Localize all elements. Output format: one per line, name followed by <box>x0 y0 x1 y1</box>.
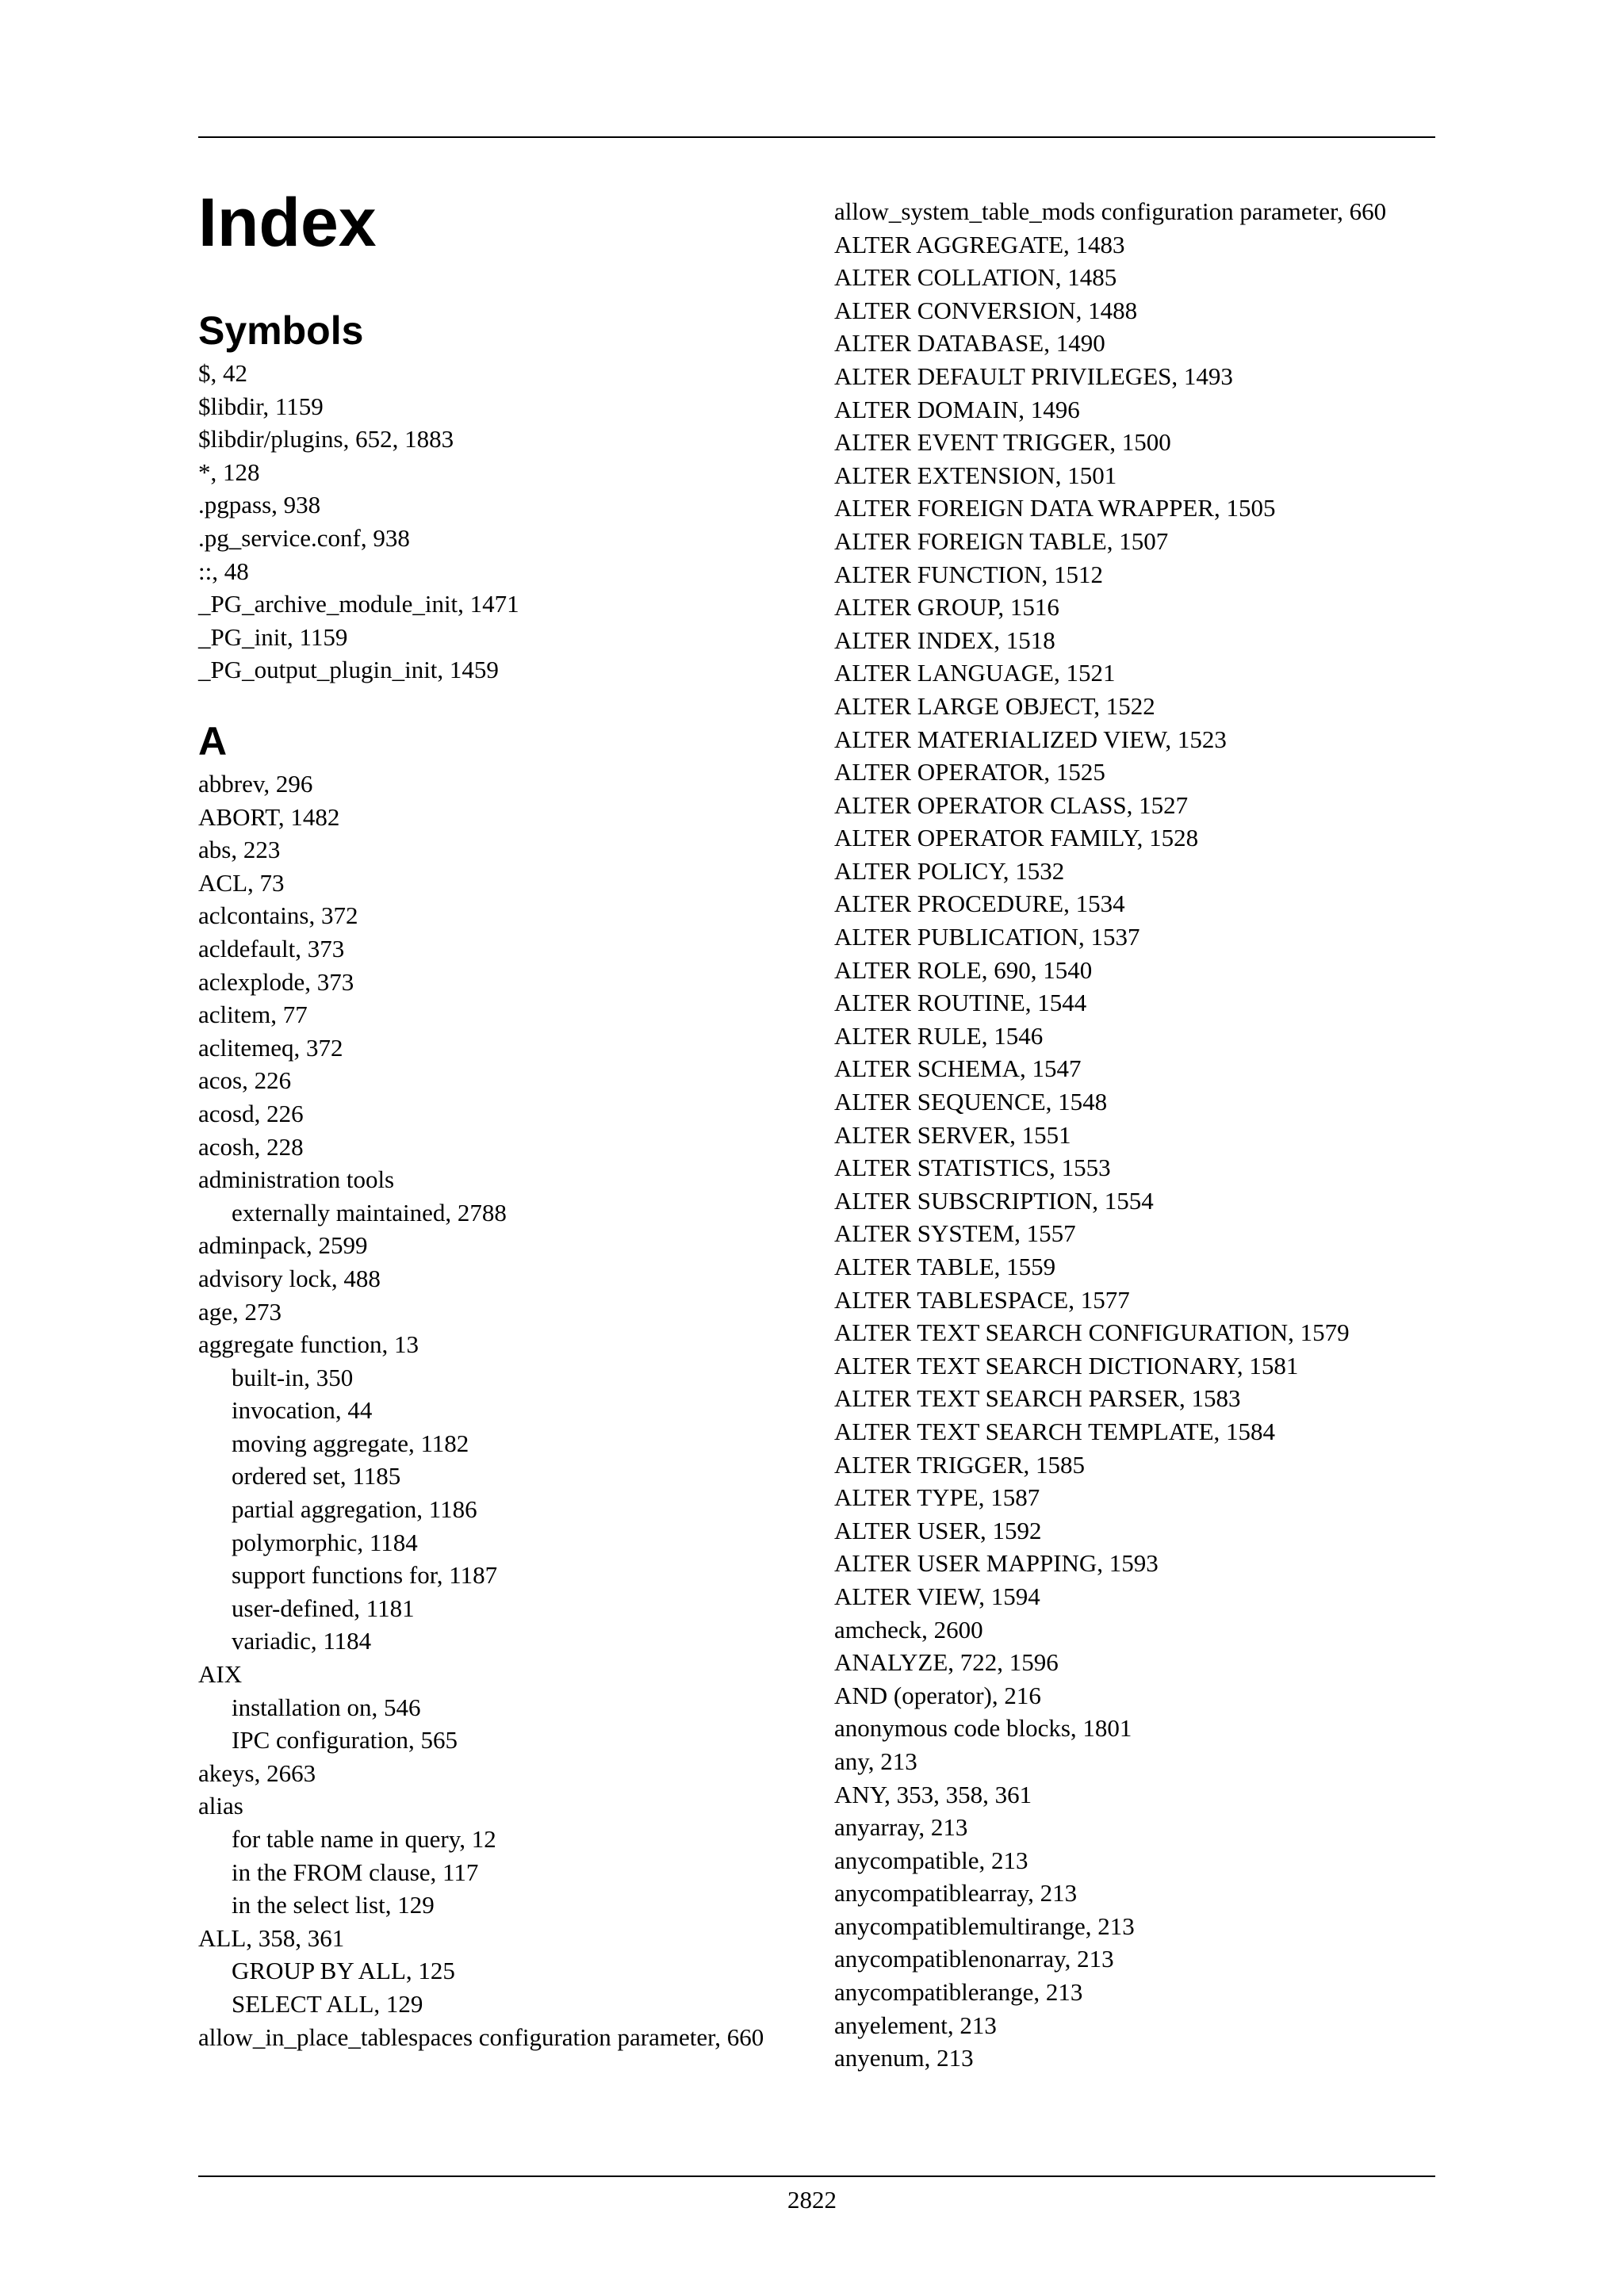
index-subentry: externally maintained, 2788 <box>232 1198 507 1226</box>
index-entry: abs, 223 <box>198 836 281 864</box>
index-entry: ALTER SYSTEM, 1557 <box>834 1219 1076 1248</box>
index-entry: anycompatiblearray, 213 <box>834 1879 1078 1908</box>
index-subentry: moving aggregate, 1182 <box>232 1429 469 1457</box>
index-entry: ALTER FOREIGN DATA WRAPPER, 1505 <box>834 494 1276 522</box>
index-subentry: GROUP BY ALL, 125 <box>232 1957 455 1985</box>
index-subentry: variadic, 1184 <box>232 1627 372 1655</box>
index-entry: ALTER TEXT SEARCH TEMPLATE, 1584 <box>834 1417 1276 1445</box>
index-entry: ::, 48 <box>198 557 249 585</box>
index-entry: ALTER TEXT SEARCH DICTIONARY, 1581 <box>834 1351 1299 1380</box>
index-entry: _PG_init, 1159 <box>198 622 348 651</box>
index-subentry: for table name in query, 12 <box>232 1825 496 1853</box>
index-entry: acosd, 226 <box>198 1099 304 1127</box>
index-entry: anyelement, 213 <box>834 2011 997 2039</box>
index-entry: anycompatible, 213 <box>834 1846 1028 1874</box>
index-entry: acldefault, 373 <box>198 934 345 962</box>
index-entry: ALTER ROUTINE, 1544 <box>834 989 1087 1017</box>
index-entry: allow_in_place_tablespaces configuration parameter, 660 <box>198 2022 764 2051</box>
index-entry: .pg_service.conf, 938 <box>198 523 410 552</box>
index-entry: ALTER TEXT SEARCH CONFIGURATION, 1579 <box>834 1318 1350 1347</box>
index-entry: ALTER OPERATOR, 1525 <box>834 758 1105 786</box>
index-entry: anycompatiblemultirange, 213 <box>834 1911 1135 1940</box>
index-entry: ALTER OPERATOR FAMILY, 1528 <box>834 824 1199 852</box>
index-entry: ALTER PROCEDURE, 1534 <box>834 890 1125 918</box>
index-entry: ALTER SUBSCRIPTION, 1554 <box>834 1186 1154 1215</box>
footer-rule <box>198 2175 1435 2177</box>
index-entry: alias <box>198 1792 243 1820</box>
index-entry: ALTER VIEW, 1594 <box>834 1582 1040 1610</box>
index-entry: _PG_output_plugin_init, 1459 <box>198 656 499 684</box>
index-entry: $, 42 <box>198 359 247 387</box>
index-subentry: user-defined, 1181 <box>232 1594 415 1622</box>
index-entry: acosh, 228 <box>198 1132 304 1161</box>
index-entry: age, 273 <box>198 1297 282 1326</box>
index-list-a <box>198 767 801 2053</box>
index-entry: anyenum, 213 <box>834 2044 974 2072</box>
index-subentry: in the select list, 129 <box>232 1891 435 1919</box>
index-entry: anycompatiblenonarray, 213 <box>834 1945 1114 1973</box>
page-title: Index <box>198 185 377 261</box>
index-entry: $libdir, 1159 <box>198 392 324 420</box>
index-entry: ALTER OPERATOR CLASS, 1527 <box>834 790 1189 819</box>
index-subentry: installation on, 546 <box>232 1693 421 1721</box>
index-entry: ALTER EXTENSION, 1501 <box>834 461 1117 489</box>
index-entry: ALTER ROLE, 690, 1540 <box>834 955 1093 984</box>
index-entry: ALTER USER, 1592 <box>834 1516 1042 1544</box>
index-entry: advisory lock, 488 <box>198 1264 381 1292</box>
index-entry: adminpack, 2599 <box>198 1231 368 1260</box>
index-entry: anonymous code blocks, 1801 <box>834 1714 1132 1743</box>
index-subentry: invocation, 44 <box>232 1396 373 1425</box>
index-entry: abbrev, 296 <box>198 770 313 798</box>
index-entry: anyarray, 213 <box>834 1813 968 1842</box>
index-entry: $libdir/plugins, 652, 1883 <box>198 425 454 453</box>
index-entry: ALTER DATABASE, 1490 <box>834 329 1105 358</box>
index-entry: amcheck, 2600 <box>834 1615 983 1644</box>
index-entry: ALTER TRIGGER, 1585 <box>834 1450 1086 1479</box>
index-entry: AND (operator), 216 <box>834 1681 1041 1709</box>
index-entry: ALTER TYPE, 1587 <box>834 1483 1040 1512</box>
index-subentry: polymorphic, 1184 <box>232 1528 418 1556</box>
index-entry: aclitemeq, 372 <box>198 1033 343 1062</box>
index-entry: ALTER TABLESPACE, 1577 <box>834 1285 1130 1314</box>
index-subentry: ordered set, 1185 <box>232 1462 401 1490</box>
index-subentry: support functions for, 1187 <box>232 1561 498 1590</box>
index-entry: ALTER DEFAULT PRIVILEGES, 1493 <box>834 362 1233 390</box>
index-entry: ALTER TEXT SEARCH PARSER, 1583 <box>834 1384 1241 1413</box>
index-entry: ALTER GROUP, 1516 <box>834 593 1059 622</box>
index-list-symbols <box>198 357 801 687</box>
index-entry: ALL, 358, 361 <box>198 1923 345 1952</box>
index-entry: ALTER STATISTICS, 1553 <box>834 1154 1111 1182</box>
section-heading-symbols: Symbols <box>198 308 364 353</box>
index-entry: ALTER POLICY, 1532 <box>834 856 1065 885</box>
index-entry: _PG_archive_module_init, 1471 <box>198 590 519 618</box>
index-entry: ALTER FOREIGN TABLE, 1507 <box>834 526 1169 555</box>
index-entry: ALTER TABLE, 1559 <box>834 1253 1056 1280</box>
index-subentry: partial aggregation, 1186 <box>232 1495 477 1524</box>
index-entry: ALTER USER MAPPING, 1593 <box>834 1549 1159 1578</box>
page-number: 2822 <box>787 2186 837 2214</box>
index-entry: aggregate function, 13 <box>198 1330 419 1359</box>
index-entry: ACL, 73 <box>198 868 285 897</box>
index-entry: AIX <box>198 1660 243 1689</box>
section-heading-a: A <box>198 719 228 763</box>
index-subentry: built-in, 350 <box>232 1363 354 1391</box>
index-entry: aclcontains, 372 <box>198 901 358 930</box>
index-entry: ALTER LANGUAGE, 1521 <box>834 659 1116 687</box>
index-entry: ALTER MATERIALIZED VIEW, 1523 <box>834 725 1227 753</box>
index-entry: ALTER SERVER, 1551 <box>834 1120 1071 1149</box>
index-entry: *, 128 <box>198 457 260 486</box>
index-subentry: in the FROM clause, 117 <box>232 1858 479 1886</box>
index-entry: ABORT, 1482 <box>198 802 340 831</box>
index-entry: ALTER CONVERSION, 1488 <box>834 296 1138 324</box>
index-entry: ALTER AGGREGATE, 1483 <box>834 230 1125 258</box>
index-entry: ALTER EVENT TRIGGER, 1500 <box>834 428 1171 457</box>
index-subentry: IPC configuration, 565 <box>232 1726 458 1755</box>
index-entry: ALTER PUBLICATION, 1537 <box>834 923 1140 951</box>
index-entry: ALTER DOMAIN, 1496 <box>834 395 1080 423</box>
index-subentry: SELECT ALL, 129 <box>232 1989 423 2018</box>
index-entry: acos, 226 <box>198 1066 292 1095</box>
index-entry: anycompatiblerange, 213 <box>834 1978 1083 2007</box>
index-entry: ALTER SCHEMA, 1547 <box>834 1054 1082 1083</box>
index-entry: ANY, 353, 358, 361 <box>834 1780 1032 1808</box>
index-entry: allow_system_table_mods configuration parameter, 660 <box>834 197 1387 225</box>
index-entry: ALTER SEQUENCE, 1548 <box>834 1088 1108 1116</box>
index-entry: ALTER LARGE OBJECT, 1522 <box>834 691 1155 720</box>
index-entry: akeys, 2663 <box>198 1758 316 1787</box>
index-entry: ALTER COLLATION, 1485 <box>834 263 1117 292</box>
index-entry: aclexplode, 373 <box>198 967 354 996</box>
index-entry: ANALYZE, 722, 1596 <box>834 1648 1059 1677</box>
index-entry: ALTER FUNCTION, 1512 <box>834 560 1104 588</box>
index-entry: .pgpass, 938 <box>198 491 321 519</box>
index-list-right-column <box>834 195 1437 2075</box>
index-entry: ALTER RULE, 1546 <box>834 1021 1044 1050</box>
index-entry: ALTER INDEX, 1518 <box>834 626 1055 654</box>
index-entry: any, 213 <box>834 1747 917 1775</box>
index-entry: administration tools <box>198 1165 395 1194</box>
header-rule <box>198 136 1435 138</box>
index-entry: aclitem, 77 <box>198 1001 308 1029</box>
